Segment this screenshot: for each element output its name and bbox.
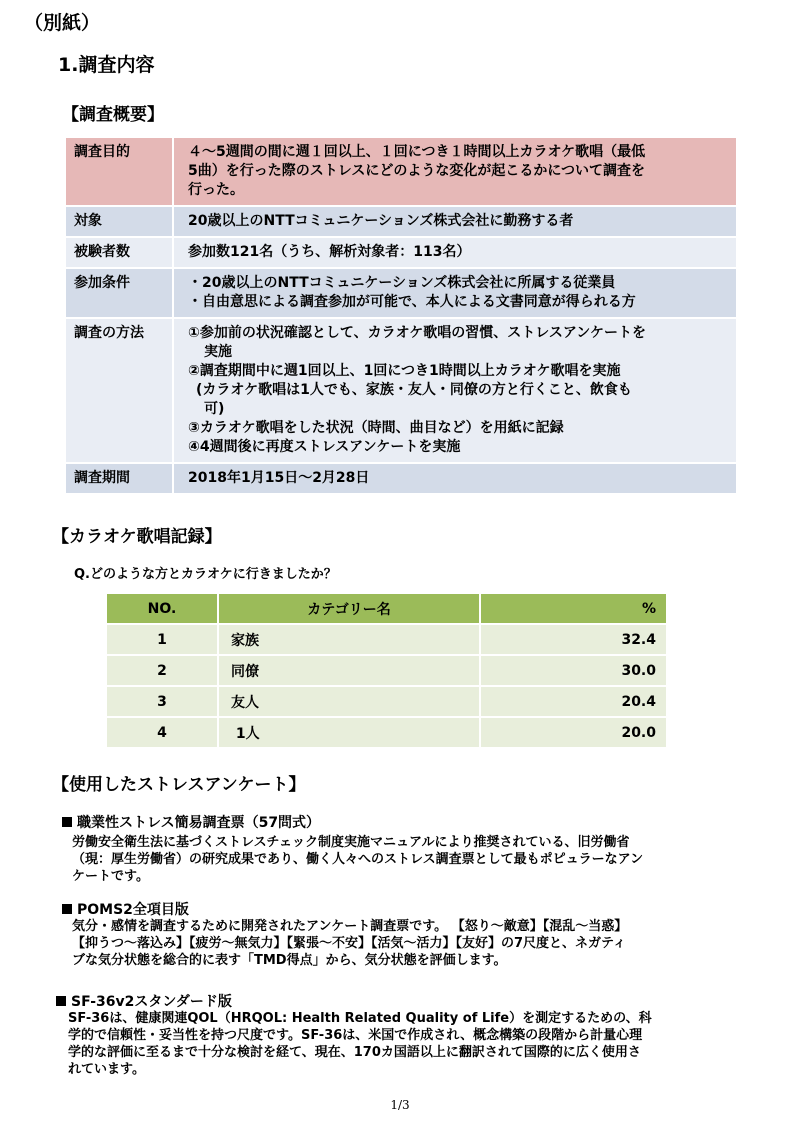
cell-percent: 32.4 — [621, 631, 656, 648]
description-line: SF-36は、健康関連QOL（HRQOL: Health Related Quality of Life）を測定するための、科 — [68, 1011, 652, 1026]
survey-title-poms2 — [62, 899, 189, 919]
cell-no: 1 — [157, 631, 167, 648]
survey-title-bjsq — [62, 812, 320, 832]
overview-line: ４～5週間の間に週１回以上、１回につき１時間以上カラオケ歌唱（最低 — [188, 144, 646, 160]
square-bullet-icon — [62, 904, 72, 914]
description-line: 学的な評価に至るまで十分な検討を経て、現在、170カ国語以上に翻訳されて国際的に広く使用さ — [68, 1045, 641, 1060]
overview-value — [174, 238, 736, 267]
cell-no: 3 — [157, 693, 167, 710]
survey-description — [72, 834, 737, 885]
description-line: 【抑うつ～落込み】【疲労～無気力】【緊張～不安】【活気～活力】【友好】の7尺度と、ネガティ — [72, 936, 627, 951]
header-no: NO. — [147, 600, 177, 617]
square-bullet-icon — [62, 817, 72, 827]
overview-label: 調査の方法 — [66, 319, 172, 462]
section-title: 1.調査内容 — [58, 54, 155, 76]
overview-row-conditions — [66, 269, 736, 317]
overview-line: 2018年1月15日～2月28日 — [188, 470, 370, 486]
overview-line: 可) — [204, 401, 225, 417]
page-number: 1/3 — [390, 1098, 410, 1112]
cell-no: 2 — [157, 662, 167, 679]
table-row — [107, 718, 666, 747]
description-line: ケートです。 — [72, 869, 149, 884]
table-row — [107, 687, 666, 716]
description-line: ブな気分状態を総合的に表す「TMD得点」から、気分状態を評価します。 — [72, 953, 507, 968]
overview-line: 行った。 — [188, 182, 244, 198]
cell-category: 同僚 — [231, 663, 259, 680]
overview-heading: 【調査概要】 — [62, 105, 164, 125]
description-line: 学的で信頼性・妥当性を持つ尺度です。SF-36は、米国で作成され、概念構築の段階から計量心理 — [68, 1028, 643, 1043]
square-bullet-icon — [56, 996, 66, 1006]
overview-label: 調査期間 — [66, 464, 172, 493]
karaoke-heading: 【カラオケ歌唱記録】 — [52, 527, 222, 547]
survey-description — [72, 918, 737, 969]
overview-row-purpose — [66, 138, 736, 205]
survey-title-sf36 — [56, 991, 232, 1011]
overview-line: ②調査期間中に週1回以上、1回につき1時間以上カラオケ歌唱を実施 — [188, 363, 621, 379]
overview-line: (カラオケ歌唱は1人でも、家族・友人・同僚の方と行くこと、飲食も — [196, 382, 632, 398]
cell-category: 友人 — [231, 694, 259, 711]
overview-row-method — [66, 319, 736, 462]
survey-question: Q.どのような方とカラオケに行きましたか？ — [74, 567, 337, 582]
overview-row-period — [66, 464, 736, 493]
overview-label: 調査目的 — [66, 138, 172, 205]
survey-title-text: SF-36v2スタンダード版 — [71, 994, 232, 1010]
overview-value — [174, 138, 736, 205]
stress-survey-heading: 【使用したストレスアンケート】 — [52, 775, 306, 795]
cell-percent: 30.0 — [621, 662, 656, 679]
description-line: 労働安全衛生法に基づくストレスチェック制度実施マニュアルにより推奨されている、旧労働省 — [72, 835, 630, 850]
overview-value — [174, 269, 736, 317]
table-row — [107, 656, 666, 685]
category-table — [107, 594, 666, 749]
cell-no: 4 — [157, 724, 167, 741]
overview-row-target — [66, 207, 736, 236]
cell-percent: 20.0 — [621, 724, 656, 741]
survey-description — [68, 1010, 733, 1078]
overview-line: ・自由意思による調査参加が可能で、本人による文書同意が得られる方 — [188, 294, 636, 310]
overview-row-subjects — [66, 238, 736, 267]
cell-percent: 20.4 — [621, 693, 656, 710]
overview-value — [174, 207, 736, 236]
description-line: （現：厚生労働省）の研究成果であり、働く人々へのストレス調査票として最もポピュラーなアン — [72, 852, 644, 867]
overview-line: ・20歳以上のNTTコミュニケーションズ株式会社に所属する従業員 — [188, 275, 616, 291]
table-row — [107, 625, 666, 654]
cell-category: 1人 — [231, 725, 260, 742]
overview-line: 参加数121名（うち、解析対象者：113名） — [188, 244, 471, 260]
overview-line: 5曲）を行った際のストレスにどのような変化が起こるかについて調査を — [188, 163, 646, 179]
overview-line: 実施 — [204, 344, 232, 360]
cell-category: 家族 — [231, 632, 259, 649]
appendix-label: （別紙） — [24, 12, 101, 34]
overview-value — [174, 319, 736, 462]
overview-table — [66, 138, 736, 495]
overview-line: ④4週間後に再度ストレスアンケートを実施 — [188, 439, 461, 455]
overview-value — [174, 464, 736, 493]
header-category: カテゴリー名 — [307, 601, 391, 618]
header-percent: % — [641, 600, 656, 617]
overview-label: 参加条件 — [66, 269, 172, 317]
overview-label: 被験者数 — [66, 238, 172, 267]
survey-title-text: 職業性ストレス簡易調査票（57問式） — [77, 815, 321, 831]
description-line: れています。 — [68, 1062, 145, 1077]
table-header-row — [107, 594, 666, 623]
overview-line: ①参加前の状況確認として、カラオケ歌唱の習慣、ストレスアンケートを — [188, 325, 647, 341]
description-line: 気分・感情を調査するために開発されたアンケート調査票です。 【怒り～敵意】【混乱～当惑】 — [72, 919, 628, 934]
overview-line: ③カラオケ歌唱をした状況（時間、曲目など）を用紙に記録 — [188, 420, 564, 436]
survey-title-text: POMS2全項目版 — [77, 902, 189, 918]
overview-line: 20歳以上のNTTコミュニケーションズ株式会社に勤務する者 — [188, 213, 574, 229]
overview-label: 対象 — [66, 207, 172, 236]
